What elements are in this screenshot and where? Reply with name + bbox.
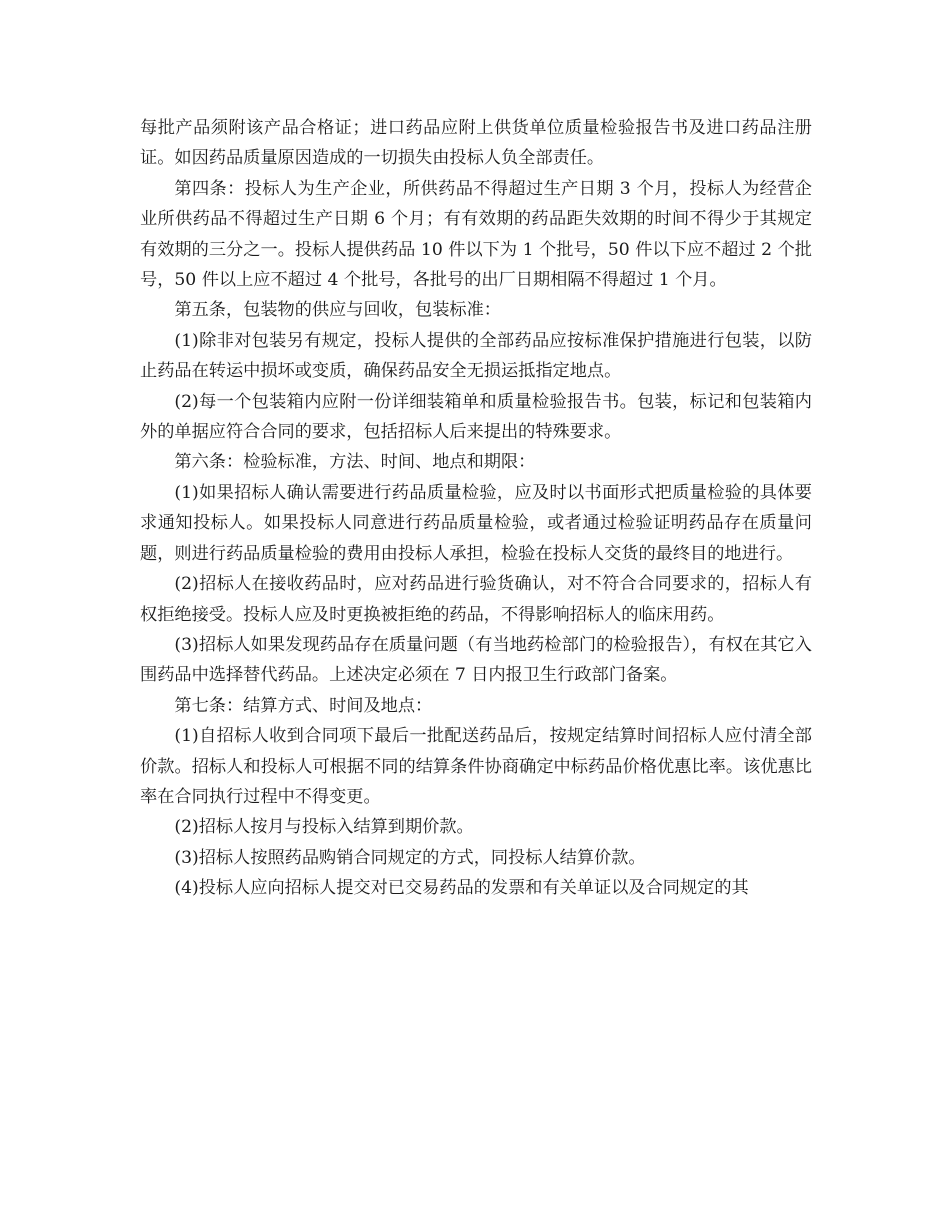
paragraph-article-6-heading: 第六条：检验标准，方法、时间、地点和期限： <box>174 452 536 473</box>
paragraph-1: 每批产品须附该产品合格证；进口药品应附上供货单位质量检验报告书及进口药品注册证。如因药品质量原因造成的一切损失由投标人负全部责任。 <box>140 118 812 169</box>
paragraph-article-5-item-2: (2)每一个包装箱内应附一份详细装箱单和质量检验报告书。包装，标记和包装箱内外的单据应符合合同的要求，包括招标人后来提出的特殊要求。 <box>140 391 812 443</box>
paragraph-article-7-item-1: (1)自招标人收到合同项下最后一批配送药品后，按规定结算时间招标人应付清全部价款。招标人和投标人可根据不同的结算条件协商确定中标药品价格优惠比率。该优惠比率在合同执行过程中不得变更。 <box>140 726 812 807</box>
paragraph-article-6-item-2: (2)招标人在接收药品时，应对药品进行验货确认，对不符合合同要求的，招标人有权拒绝接受。投标人应及时更换被拒绝的药品，不得影响招标人的临床用药。 <box>140 574 812 625</box>
paragraph-article-4: 第四条：投标人为生产企业，所供药品不得超过生产日期 3 个月，投标人为经营企业所供药品不得超过生产日期 6 个月；有有效期的药品距失效期的时间不得少于其规定有效期的三分之一。投标人提供药品 10 件以下为 1 个批号，50 件以下应不超过 2 个批号，50 件以上应不超过 4 个批号，各批号的出厂日期相隔不得超过 1 个月。 <box>140 178 812 291</box>
paragraph-article-5-heading: 第五条，包装物的供应与回收，包装标准： <box>174 300 501 321</box>
paragraph-article-7-heading: 第七条：结算方式、时间及地点： <box>174 695 433 716</box>
paragraph-article-7-item-2: (2)招标人按月与投标入结算到期价款。 <box>174 817 474 838</box>
paragraph-article-7-item-3: (3)招标人按照药品购销合同规定的方式，同投标人结算价款。 <box>174 847 646 868</box>
paragraph-article-5-item-1: (1)除非对包装另有规定，投标人提供的全部药品应按标准保护措施进行包装，以防止药品在转运中损坏或变质，确保药品安全无损运抵指定地点。 <box>140 330 812 382</box>
paragraph-article-6-item-1: (1)如果招标人确认需要进行药品质量检验，应及时以书面形式把质量检验的具体要求通知投标人。如果投标人同意进行药品质量检验，或者通过检验证明药品存在质量问题，则进行药品质量检验的费用由投标人承担，检验在投标人交货的最终目的地进行。 <box>140 482 812 564</box>
document-page <box>140 113 812 904</box>
paragraph-article-7-item-4: (4)投标人应向招标人提交对已交易药品的发票和有关单证以及合同规定的其 <box>174 878 749 899</box>
paragraph-article-6-item-3: (3)招标人如果发现药品存在质量问题（有当地药检部门的检验报告），有权在其它入围药品中选择替代药品。上述决定必须在 7 日内报卫生行政部门备案。 <box>140 634 812 686</box>
